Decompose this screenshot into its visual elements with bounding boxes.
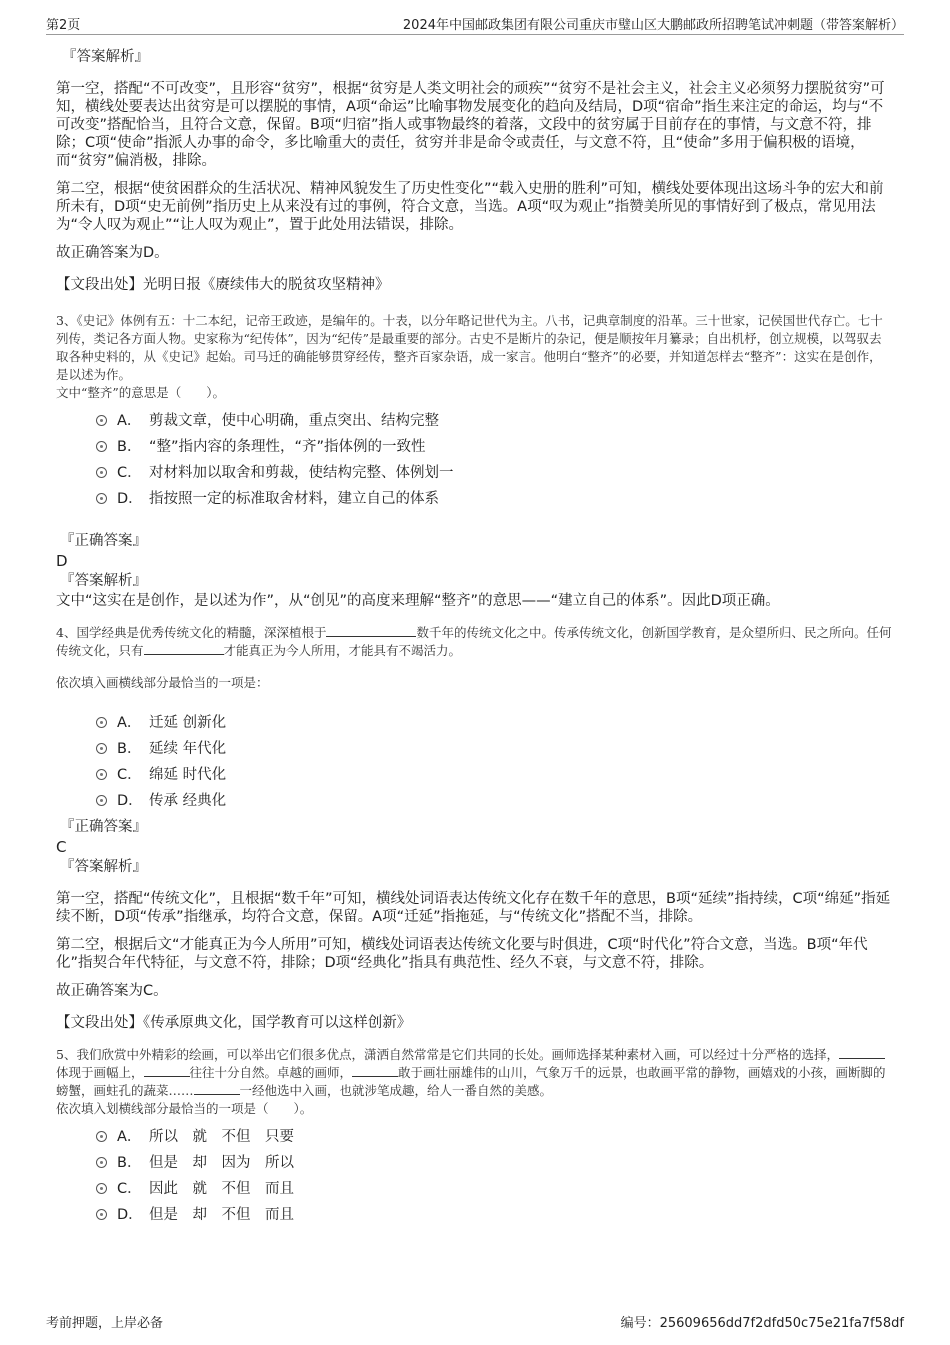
conclusion: 故正确答案为D。 — [56, 245, 169, 261]
blank-2 — [144, 642, 224, 655]
option-d[interactable]: D． 但是 却 不但 而且 — [96, 1200, 894, 1226]
option-a[interactable]: A． 所以 就 不但 只要 — [96, 1122, 894, 1148]
radio-icon[interactable] — [96, 1131, 107, 1142]
option-b[interactable]: B． 但是 却 因为 所以 — [96, 1148, 894, 1174]
document-title: 2024年中国邮政集团有限公司重庆市璧山区大鹏邮政所招聘笔试冲刺题（带答案解析） — [402, 18, 904, 33]
correct-answer: C — [56, 838, 67, 856]
correct-answer: D — [56, 552, 68, 570]
blank-2 — [144, 1064, 190, 1077]
footer-slogan: 考前押题，上岸必备 — [46, 1316, 164, 1331]
radio-icon[interactable] — [96, 1157, 107, 1168]
page-number: 第2页 — [46, 18, 81, 33]
option-b[interactable]: B． 延续 年代化 — [96, 734, 894, 760]
option-b[interactable]: B． “整”指内容的条理性，“齐”指体例的一致性 — [96, 432, 894, 458]
radio-icon[interactable] — [96, 493, 107, 504]
option-c[interactable]: C． 对材料加以取舍和剪裁，使结构完整、体例划一 — [96, 458, 894, 484]
page-header — [46, 12, 904, 35]
option-a[interactable]: A． 剪裁文章，使中心明确，重点突出、结构完整 — [96, 406, 894, 432]
options-list — [96, 406, 894, 510]
radio-icon[interactable] — [96, 467, 107, 478]
document-body — [56, 48, 894, 1226]
analysis-paragraph-1: 第一空，搭配“传统文化”，且根据“数千年”可知，横线处词语表达传统文化存在数千年的意思，B项“延续”指持续，C项“绵延”指延续不断，D项“传承”指继承，均符合文意，保留。A项“迁延”指拖延，与“传统文化”搭配不当，排除。 — [56, 891, 891, 925]
analysis-paragraph-2: 第二空，根据“使贫困群众的生活状况、精神风貌发生了历史性变化”“载入史册的胜利”可知，横线处要体现出这场斗争的宏大和前所未有，D项“史无前例”指历史上从来没有过的事例，符合文意，当选。A项“叹为观止”指赞美所见的事情好到了极点，常见用法为“令人叹为观止”“让人叹为观止”，置于此处用法错误，排除。 — [56, 181, 884, 233]
option-d[interactable]: D． 传承 经典化 — [96, 786, 894, 812]
blank-4 — [194, 1082, 240, 1095]
radio-icon[interactable] — [96, 717, 107, 728]
option-c[interactable]: C． 绵延 时代化 — [96, 760, 894, 786]
radio-icon[interactable] — [96, 1209, 107, 1220]
question-stem: 4、国学经典是优秀传统文化的精髓，深深植根于 数千年的传统文化之中。传承传统文化，创新国学教育，是众望所归、民之所向。任何传统文化，只有 才能真正为今人所用，才能具有不竭活力。 — [56, 625, 892, 658]
radio-icon[interactable] — [96, 415, 107, 426]
question-prompt: 文中“整齐”的意思是（ ）。 — [56, 385, 226, 400]
radio-icon[interactable] — [96, 795, 107, 806]
analysis-paragraph-1: 第一空，搭配“不可改变”，且形容“贫穷”，根据“贫穷是人类文明社会的顽疾”“贫穷不是社会主义，社会主义必须努力摆脱贫穷”可知，横线处要表达出贫穷是可以摆脱的事情，A项“命运”比喻事物发展变化的趋向及结局，D项“宿命”指生来注定的命运，均与“不可改变”搭配恰当，且符合文意，保留。B项“归宿”指人或事物最终的着落，文段中的贫穷属于目前存在的事情，与文意不符，排除；C项“使命”指派人办事的命令，多比喻重大的责任，贫穷并非是命令或责任，与文意不符，且“使命”多用于偏积极的语境，而“贫穷”偏消极，排除。 — [56, 81, 885, 169]
source-note: 【文段出处】光明日报《赓续伟大的脱贫攻坚精神》 — [56, 277, 390, 293]
radio-icon[interactable] — [96, 1183, 107, 1194]
option-c[interactable]: C． 因此 就 不但 而且 — [96, 1174, 894, 1200]
correct-answer-label: 『正确答案』 — [60, 819, 147, 835]
options-list — [96, 1122, 894, 1226]
question-stem: 3、《史记》体例有五：十二本纪，记帝王政迹，是编年的。十表，以分年略记世代为主。八书，记典章制度的沿革。三十世家，记侯国世代存亡。七十列传，类记各方面人物。史家称为“纪传体”，因为“纪传”是最重要的部分。古史不是断片的杂记，便是顺按年月纂录；自出机杼，创立规模，以驾驭去取各种史料的，从《史记》起始。司马迁的确能够贯穿经传，整齐百家杂语，成一家言。他明白“整齐”的必要，并知道怎样去“整齐”：这实在是创作，是以述为作。 — [56, 313, 883, 382]
blank-1 — [839, 1046, 885, 1059]
document-id: 编号：25609656dd7f2dfd50c75e21fa7f58df — [620, 1316, 904, 1331]
option-a[interactable]: A． 迁延 创新化 — [96, 708, 894, 734]
question-4 — [56, 624, 894, 1032]
blank-1 — [326, 624, 416, 637]
radio-icon[interactable] — [96, 441, 107, 452]
radio-icon[interactable] — [96, 769, 107, 780]
question-stem: 5、我们欣赏中外精彩的绘画，可以举出它们很多优点，潇洒自然常常是它们共同的长处。画师选择某种素材入画，可以经过十分严格的选择，体现于画幅上， 往往十分自然。卓越的画师， 敢于画壮丽雄伟的山川，气象万千的远景，也敢画平常的静物，画嬉戏的小孩，画断脚的螃蟹，画蛀孔的蔬菜…… 一经他选中入画，也就涉笔成趣，给人一番自然的美感。 — [56, 1047, 886, 1098]
analysis-label: 『答案解析』 — [60, 573, 147, 589]
question-prompt: 依次填入画横线部分最恰当的一项是： — [56, 675, 269, 690]
analysis-label: 『答案解析』 — [62, 49, 149, 65]
correct-answer-label: 『正确答案』 — [60, 533, 147, 549]
blank-3 — [352, 1064, 398, 1077]
question-prompt: 依次填入划横线部分最恰当的一项是（ ）。 — [56, 1101, 313, 1116]
options-list — [96, 708, 894, 812]
conclusion: 故正确答案为C。 — [56, 983, 168, 999]
question-3 — [56, 312, 894, 610]
question-5 — [56, 1046, 894, 1226]
analysis-paragraph-2: 第二空，根据后文“才能真正为今人所用”可知，横线处词语表达传统文化要与时俱进，C项“时代化”符合文意，当选。B项“年代化”指契合年代特征，与文意不符，排除；D项“经典化”指具有典范性、经久不衰，与文意不符，排除。 — [56, 937, 868, 971]
option-d[interactable]: D． 指按照一定的标准取舍材料，建立自己的体系 — [96, 484, 894, 510]
source-note: 【文段出处】《传承原典文化，国学教育可以这样创新》 — [56, 1015, 412, 1031]
analysis-label: 『答案解析』 — [60, 859, 147, 875]
radio-icon[interactable] — [96, 743, 107, 754]
analysis-text: 文中“这实在是创作，是以述为作”，从“创见”的高度来理解“整齐”的意思——“建立自己的体系”。因此D项正确。 — [56, 593, 780, 609]
